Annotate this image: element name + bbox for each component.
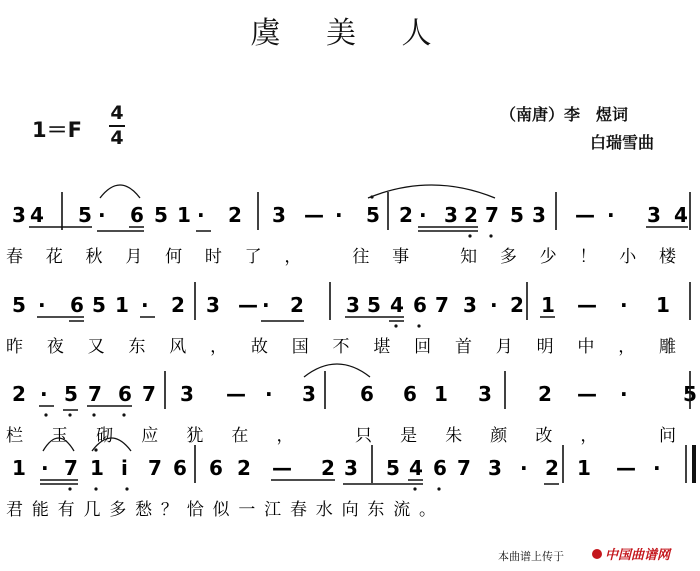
lyric-line: 昨夜又东风，故国不堪回首月明中，雕 — [6, 337, 676, 357]
octave-dot-low — [122, 413, 125, 416]
note: — — [226, 382, 246, 406]
octave-dot-low — [94, 487, 97, 490]
note: 3 — [206, 293, 220, 317]
note: — — [577, 382, 597, 406]
note: 6 — [433, 456, 447, 480]
octave-dot-low — [489, 234, 492, 237]
octave-dot-low — [437, 487, 440, 490]
note: · — [520, 456, 528, 480]
note: 3 — [463, 293, 477, 317]
note: 5 — [510, 203, 524, 227]
key-signature: 1＝F — [32, 118, 82, 142]
note: 5 — [366, 203, 380, 227]
note: · — [653, 456, 661, 480]
note: 7 — [88, 382, 102, 406]
note: 2 — [237, 456, 251, 480]
octave-dot-low — [44, 413, 47, 416]
note: 1 — [656, 293, 670, 317]
song-title: 虞 美 人 — [250, 16, 450, 51]
note: 5 — [64, 382, 78, 406]
note: · — [262, 293, 270, 317]
note: 6 — [70, 293, 84, 317]
lyric-line: 栏玉砌应犹在， 只是朱颜改， 问 — [6, 426, 676, 446]
note: · — [607, 203, 615, 227]
note: 4 — [674, 203, 688, 227]
note: 2 — [290, 293, 304, 317]
final-bar-thick — [692, 445, 696, 483]
octave-dot-low — [394, 324, 397, 327]
note: 2 — [399, 203, 413, 227]
note: 1 — [90, 456, 104, 480]
note: 1 — [541, 293, 555, 317]
note: i — [121, 456, 128, 480]
note: 1 — [115, 293, 129, 317]
note: 3 — [346, 293, 360, 317]
composer-credit: 白瑞雪曲 — [590, 133, 655, 152]
note: 7 — [142, 382, 156, 406]
note: 2 — [228, 203, 242, 227]
time-signature-numerator: 4 — [110, 102, 124, 124]
note: 6 — [360, 382, 374, 406]
octave-dot-high — [370, 195, 373, 198]
note: · — [141, 293, 149, 317]
note: · — [490, 293, 498, 317]
note: 4 — [30, 203, 44, 227]
note: 3 — [344, 456, 358, 480]
slur — [304, 364, 370, 377]
note: 2 — [464, 203, 478, 227]
note: 5 — [92, 293, 106, 317]
note: · — [41, 456, 49, 480]
octave-dot-low — [125, 487, 128, 490]
note: 5 — [367, 293, 381, 317]
slur — [100, 185, 140, 198]
note: — — [616, 456, 636, 480]
note: 3 — [647, 203, 661, 227]
note: 1 — [12, 456, 26, 480]
note: · — [98, 203, 106, 227]
note: 3 — [12, 203, 26, 227]
note: 5 — [683, 382, 697, 406]
note: 1 — [177, 203, 191, 227]
note: 7 — [148, 456, 162, 480]
note: 6 — [403, 382, 417, 406]
note: · — [40, 382, 48, 406]
note: — — [575, 203, 595, 227]
octave-dot-low — [68, 487, 71, 490]
lyric-line: 春花秋月何时了， 往事 知多少！小楼 — [6, 247, 676, 267]
site-logo-text: 中国曲谱网 — [605, 548, 671, 563]
note: — — [304, 203, 324, 227]
octave-dot-low — [92, 413, 95, 416]
note: 3 — [532, 203, 546, 227]
note: — — [272, 456, 292, 480]
note: 6 — [209, 456, 223, 480]
note: 3 — [180, 382, 194, 406]
note: 3 — [488, 456, 502, 480]
note: 3 — [272, 203, 286, 227]
note: 2 — [545, 456, 559, 480]
note: 5 — [386, 456, 400, 480]
octave-dot-low — [413, 487, 416, 490]
note: 1 — [434, 382, 448, 406]
time-signature-denominator: 4 — [110, 127, 124, 149]
note: 7 — [435, 293, 449, 317]
note: 5 — [12, 293, 26, 317]
note: 5 — [154, 203, 168, 227]
note: · — [197, 203, 205, 227]
octave-dot-low — [68, 413, 71, 416]
note: 2 — [321, 456, 335, 480]
note: · — [620, 382, 628, 406]
note: 7 — [64, 456, 78, 480]
note: 6 — [118, 382, 132, 406]
note: 7 — [485, 203, 499, 227]
octave-dot-low — [468, 234, 471, 237]
note: 4 — [409, 456, 423, 480]
note: · — [335, 203, 343, 227]
note: 2 — [510, 293, 524, 317]
lyricist-credit: （南唐）李 煜词 — [500, 105, 629, 124]
note: 6 — [413, 293, 427, 317]
note: 3 — [478, 382, 492, 406]
note: 1 — [577, 456, 591, 480]
note: · — [265, 382, 273, 406]
note: 5 — [78, 203, 92, 227]
note: · — [620, 293, 628, 317]
footer-text: 本曲谱上传于 — [498, 550, 564, 563]
note: 7 — [457, 456, 471, 480]
octave-dot-high — [94, 448, 97, 451]
note: 3 — [302, 382, 316, 406]
octave-dot-low — [417, 324, 420, 327]
note: · — [38, 293, 46, 317]
note: · — [419, 203, 427, 227]
lyric-line: 君能有几多愁？恰似一江春水向东流。 — [6, 500, 436, 520]
logo-icon — [592, 549, 602, 559]
note: 3 — [444, 203, 458, 227]
site-logo — [592, 544, 670, 563]
note: 4 — [390, 293, 404, 317]
note: — — [577, 293, 597, 317]
note: 2 — [538, 382, 552, 406]
note: 2 — [12, 382, 26, 406]
slur — [368, 185, 495, 198]
note: 2 — [171, 293, 185, 317]
note: — — [238, 293, 258, 317]
note: 6 — [173, 456, 187, 480]
note: 6 — [130, 203, 144, 227]
